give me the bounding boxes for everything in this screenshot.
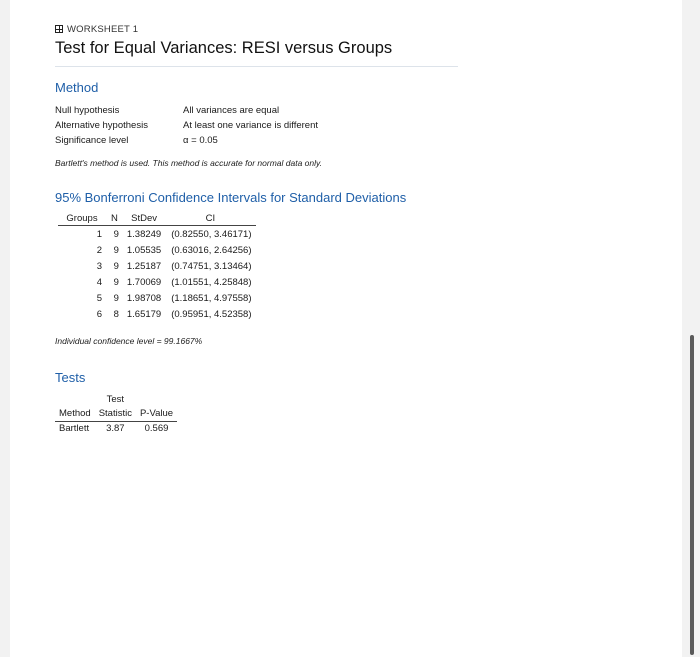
cell-stdev: 1.70069 xyxy=(126,276,162,288)
table-row xyxy=(58,258,256,274)
table-row xyxy=(58,242,256,258)
table-row xyxy=(58,274,256,290)
cell-method: Bartlett xyxy=(59,423,90,434)
col-header-ci: CI xyxy=(205,213,216,224)
method-key: Significance level xyxy=(55,135,129,146)
ci-heading: 95% Bonferroni Confidence Intervals for Standard Deviations xyxy=(55,190,407,205)
method-value: At least one variance is different xyxy=(183,120,319,131)
ci-table xyxy=(58,213,256,322)
table-grid-icon xyxy=(55,25,63,33)
cell-ci: (0.95951, 4.52358) xyxy=(171,308,252,320)
table-row xyxy=(58,290,256,306)
col-header-statistic: Statistic xyxy=(98,408,132,419)
cell-stdev: 1.98708 xyxy=(126,292,162,304)
cell-group: 1 xyxy=(96,228,102,240)
tests-heading: Tests xyxy=(55,370,86,385)
cell-p-value: 0.569 xyxy=(144,423,169,434)
header-spacer xyxy=(136,393,177,407)
cell-group: 4 xyxy=(96,276,102,288)
cell-stdev: 1.05535 xyxy=(126,244,162,256)
cell-n: 8 xyxy=(113,308,119,320)
worksheet-label xyxy=(55,22,485,36)
method-heading: Method xyxy=(55,80,99,95)
col-header-n: N xyxy=(111,213,118,224)
worksheet-page xyxy=(10,0,682,657)
confidence-level-note: Individual confidence level = 99.1667% xyxy=(55,336,203,346)
cell-statistic: 3.87 xyxy=(106,423,125,434)
cell-n: 9 xyxy=(113,244,119,256)
method-value: α = 0.05 xyxy=(183,135,218,146)
cell-n: 9 xyxy=(113,260,119,272)
method-key: Null hypothesis xyxy=(55,105,120,116)
cell-group: 5 xyxy=(96,292,102,304)
output-content xyxy=(55,18,485,435)
page-title: Test for Equal Variances: RESI versus Groups xyxy=(55,39,458,67)
method-key: Alternative hypothesis xyxy=(55,120,148,131)
cell-group: 3 xyxy=(96,260,102,272)
table-row xyxy=(55,422,177,436)
cell-ci: (1.01551, 4.25848) xyxy=(171,276,252,288)
cell-group: 2 xyxy=(96,244,102,256)
cell-n: 9 xyxy=(113,276,119,288)
cell-stdev: 1.25187 xyxy=(126,260,162,272)
cell-n: 9 xyxy=(113,292,119,304)
vertical-scrollbar[interactable] xyxy=(690,335,694,655)
method-note: Bartlett's method is used. This method is accurate for normal data only. xyxy=(55,158,322,168)
col-header-groups: Groups xyxy=(66,213,98,224)
cell-ci: (0.82550, 3.46171) xyxy=(171,228,252,240)
col-header-p-value: P-Value xyxy=(139,408,174,419)
cell-ci: (0.63016, 2.64256) xyxy=(171,244,252,256)
cell-stdev: 1.38249 xyxy=(126,228,162,240)
cell-ci: (0.74751, 3.13464) xyxy=(171,260,252,272)
table-row xyxy=(58,306,256,322)
cell-group: 6 xyxy=(96,308,102,320)
method-row xyxy=(55,118,485,133)
worksheet-label-text: WORKSHEET 1 xyxy=(67,23,139,35)
method-row xyxy=(55,103,485,118)
method-row xyxy=(55,133,485,148)
method-table xyxy=(55,103,485,148)
tests-header-row-top xyxy=(55,393,177,407)
tests-table xyxy=(55,393,177,435)
header-spacer xyxy=(55,393,95,407)
cell-stdev: 1.65179 xyxy=(126,308,162,320)
tests-header-row xyxy=(55,407,177,422)
ci-header-row xyxy=(58,213,256,226)
cell-ci: (1.18651, 4.97558) xyxy=(171,292,252,304)
col-header-test: Test xyxy=(106,394,125,405)
col-header-method: Method xyxy=(59,408,91,419)
cell-n: 9 xyxy=(113,228,119,240)
table-row xyxy=(58,226,256,243)
col-header-stdev: StDev xyxy=(131,213,157,224)
method-value: All variances are equal xyxy=(183,105,280,116)
